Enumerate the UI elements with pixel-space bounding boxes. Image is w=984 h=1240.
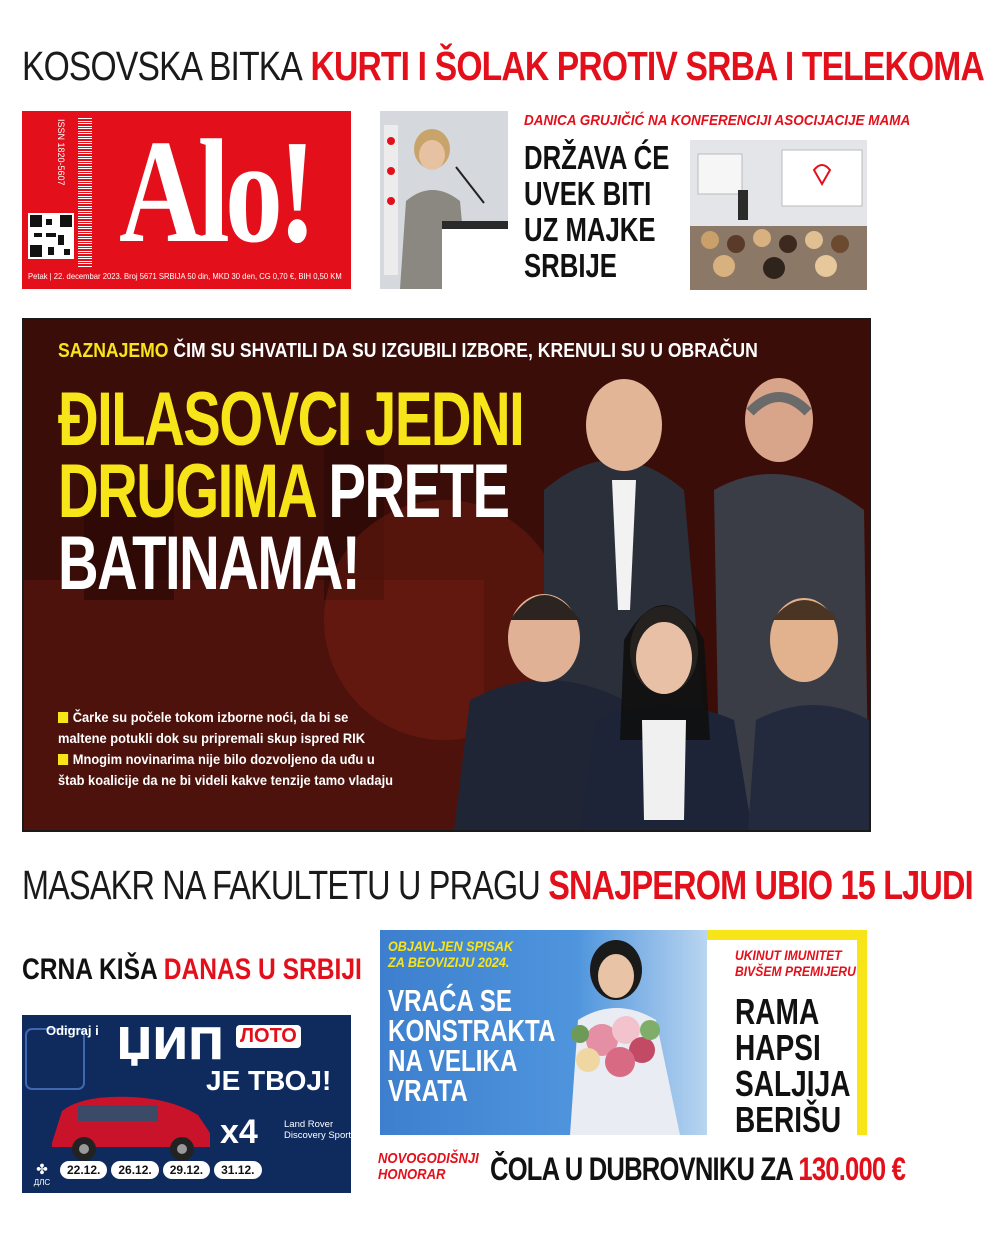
ad-brand: ✤ ДЛС: [30, 1161, 54, 1187]
draw-date: 26.12.: [111, 1161, 158, 1179]
kicker-highlight: SAZNAJEMO: [58, 340, 169, 362]
eurovision-headline: VRAĆA SE KONSTRAKTA NA VELIKA VRATA: [388, 983, 556, 1108]
novo-title: ČOLA U DUBROVNIKU ZA: [490, 1151, 793, 1187]
masthead[interactable]: [22, 111, 351, 289]
conference-photo[interactable]: [690, 140, 867, 290]
ad-loto-logo: ЛОТО: [236, 1025, 301, 1048]
yellow-frame-right: [857, 930, 867, 1135]
bullet-item-continued: štab koalicije da ne bi videli kakve tenzije tamo vladaju: [58, 772, 394, 788]
mid-title: SNAJPEROM UBIO 15 LJUDI: [548, 862, 973, 908]
bullet-square-icon: [58, 712, 68, 723]
headline-line: UVEK BITI: [524, 175, 652, 212]
bullet-item: Čarke su počele tokom izborne noći, da bi se: [58, 708, 444, 727]
yellow-frame-top: [707, 930, 867, 940]
ad-odigraj: Odigraj i: [46, 1023, 99, 1038]
side-story-headline[interactable]: [524, 139, 670, 284]
logo-text: Alo!: [119, 110, 312, 274]
ad-je-tvoj: JE ТВОЈ!: [206, 1065, 332, 1096]
novo-kicker[interactable]: NOVOGODIŠNJI HONORAR: [378, 1151, 479, 1183]
draw-date: 31.12.: [214, 1161, 261, 1179]
novo-headline[interactable]: [490, 1152, 905, 1186]
side-story-kicker[interactable]: DANICA GRUJIČIĆ NA KONFERENCIJI ASOCIJACIJE MAMA: [524, 112, 911, 129]
top-title: KURTI I ŠOLAK PROTIV SRBA I TELEKOMA: [310, 43, 984, 89]
bullet-item: Mnogim novinarima nije bilo dozvoljeno da uđu u: [58, 750, 444, 769]
weather-headline[interactable]: [22, 953, 362, 987]
draw-date: 29.12.: [163, 1161, 210, 1179]
ad-cip: ЏИП: [116, 1019, 224, 1070]
headline-line: DRUGIMA PRETE: [58, 449, 509, 534]
main-story[interactable]: [22, 318, 871, 832]
ad-car-name: Land Rover Discovery Sport: [284, 1119, 352, 1141]
top-headline[interactable]: [22, 38, 984, 94]
mid-kicker: MASAKR NA FAKULTETU U PRAGU: [22, 862, 541, 908]
main-bullets: [58, 708, 478, 792]
bullet-item-continued: maltene potukli dok su pripremali skup ispred RIK: [58, 730, 366, 746]
speaker-photo[interactable]: [380, 111, 508, 289]
headline-line: BATINAMA!: [58, 521, 360, 606]
issn-text: ISSN 1820-5607: [56, 119, 66, 186]
clover-icon: ✤: [36, 1161, 48, 1177]
bullet-square-icon: [58, 754, 68, 765]
main-kicker: [58, 340, 758, 363]
logo[interactable]: [95, 111, 351, 289]
weather-title: DANAS U SRBIJI: [163, 953, 362, 986]
mid-headline[interactable]: [22, 860, 973, 910]
top-kicker: KOSOVSKA BITKA: [22, 43, 303, 89]
eurovision-kicker: OBJAVLJEN SPISAK ZA BEOVIZIJU 2024.: [388, 938, 514, 970]
kicker-text: ČIM SU SHVATILI DA SU IZGUBILI IZBORE, KRENULI SU U OBRAČUN: [173, 340, 758, 362]
barcode: [78, 117, 92, 267]
rama-kicker[interactable]: UKINUT IMUNITET BIVŠEM PREMIJERU: [735, 948, 856, 979]
headline-line: DRŽAVA ĆE: [524, 139, 670, 176]
eurovision-story[interactable]: [380, 930, 707, 1135]
novo-amount: 130.000 €: [798, 1151, 906, 1187]
lottery-ad[interactable]: [22, 1015, 351, 1193]
ad-draw-dates: [60, 1161, 350, 1179]
qr-code-icon: [28, 213, 74, 259]
headline-line: UZ MAJKE: [524, 211, 656, 248]
headline-line: SRBIJE: [524, 247, 617, 284]
headline-line: ĐILASOVCI JEDNI: [58, 377, 524, 462]
rama-headline[interactable]: RAMA HAPSI SALJIJA BERIŠU: [735, 991, 851, 1140]
weather-kicker: CRNA KIŠA: [22, 953, 157, 986]
ad-multiplier: x4: [220, 1113, 258, 1151]
issue-info: Petak | 22. decembar 2023. Broj 5671 SRBIJA 50 din, MKD 30 den, CG 0,70 €, BIH 0,50 KM: [28, 271, 342, 281]
main-headline: [58, 377, 524, 606]
draw-date: 22.12.: [60, 1161, 107, 1179]
